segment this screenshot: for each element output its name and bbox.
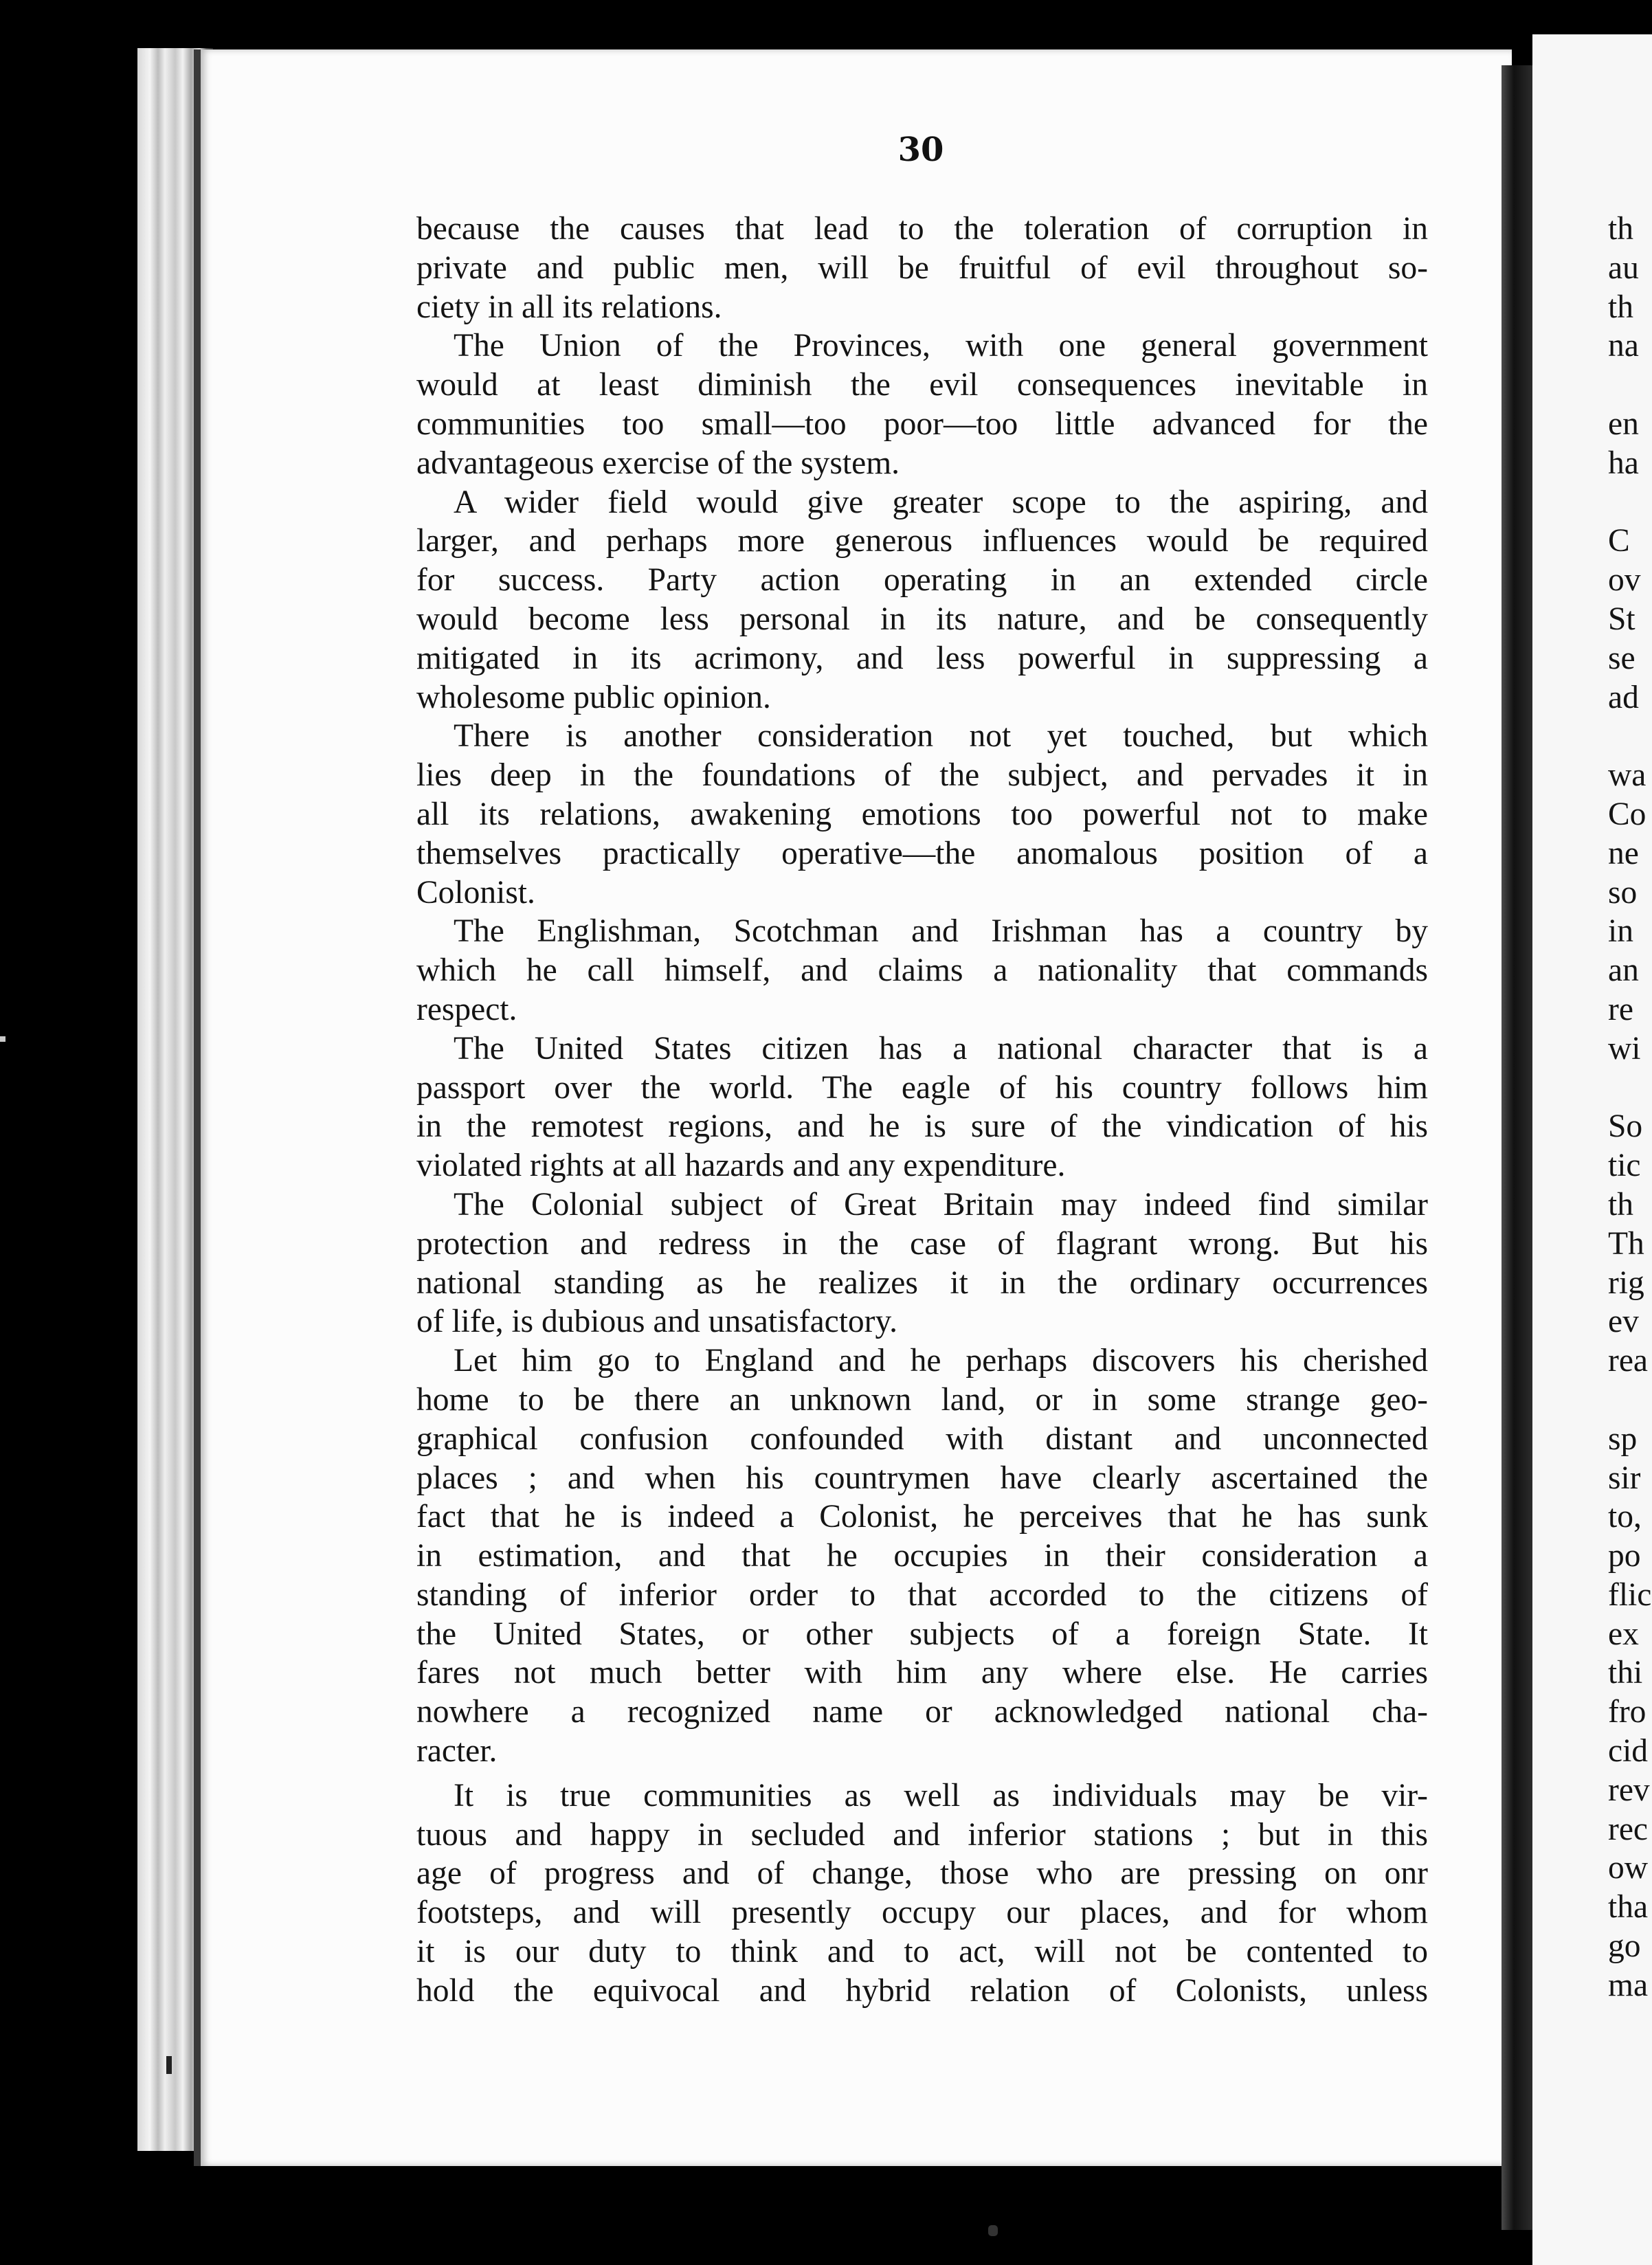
text-line: in the remotest regions, and he is sure of the vindication of his bbox=[416, 1108, 1428, 1145]
text-line: because the causes that lead to the toleration of corruption in bbox=[416, 211, 1428, 247]
body-text bbox=[416, 210, 1428, 2011]
fragment-line: rig bbox=[1608, 1264, 1644, 1301]
text-line: of life, is dubious and unsatisfactory. bbox=[416, 1304, 898, 1340]
fragment-line: ov bbox=[1608, 562, 1641, 599]
text-line: national standing as he realizes it in the ordinary occurrences bbox=[416, 1264, 1428, 1301]
fragment-line: thi bbox=[1608, 1655, 1643, 1691]
fragment-line: flic bbox=[1608, 1576, 1652, 1613]
fragment-line: sir bbox=[1608, 1460, 1641, 1496]
fragment-line: ex bbox=[1608, 1616, 1639, 1652]
text-line: would become less personal in its nature, and be consequently bbox=[416, 601, 1428, 637]
fragment-line: ad bbox=[1608, 679, 1639, 715]
text-line: There is another consideration not yet touched, but which bbox=[454, 718, 1428, 755]
text-line: hold the equivocal and hybrid relation of Colonists, unless bbox=[416, 1972, 1428, 2009]
fragment-line: So bbox=[1608, 1108, 1643, 1145]
text-line: age of progress and of change, those who are pressing on onr bbox=[416, 1855, 1428, 1892]
text-line: footsteps, and will presently occupy our places, and for whom bbox=[416, 1895, 1428, 1931]
fragment-line: wa bbox=[1608, 757, 1647, 794]
fragment-line: ha bbox=[1608, 445, 1639, 481]
text-line: Colonist. bbox=[416, 874, 535, 911]
text-line: wholesome public opinion. bbox=[416, 679, 771, 715]
fragment-line: th bbox=[1608, 289, 1633, 325]
fragment-line: sp bbox=[1608, 1420, 1638, 1457]
book-gutter bbox=[1502, 65, 1532, 2230]
text-line: passport over the world. The eagle of his country follows him bbox=[416, 1069, 1428, 1106]
fragment-line: ne bbox=[1608, 835, 1639, 871]
text-line: lies deep in the foundations of the subject, and pervades it in bbox=[416, 757, 1428, 794]
text-line: communities too small—too poor—too little advanced for the bbox=[416, 405, 1428, 442]
fragment-line: en bbox=[1608, 405, 1639, 442]
text-line: advantageous exercise of the system. bbox=[416, 445, 900, 481]
text-line: mitigated in its acrimony, and less powerful in suppressing a bbox=[416, 640, 1428, 676]
text-line: places ; and when his countrymen have clearly ascertained the bbox=[416, 1460, 1428, 1496]
facing-page-text bbox=[1608, 210, 1652, 2005]
fragment-line: re bbox=[1608, 991, 1633, 1027]
fragment-line bbox=[1608, 366, 1652, 405]
page-number: 30 bbox=[897, 131, 944, 169]
fragment-line: Co bbox=[1608, 796, 1647, 832]
text-line: ciety in all its relations. bbox=[416, 289, 722, 325]
fragment-line: an bbox=[1608, 952, 1639, 989]
text-line: it is our duty to think and to act, will not be contented to bbox=[416, 1934, 1428, 1970]
text-line: It is true communities as well as individuals may be vir- bbox=[454, 1777, 1428, 1814]
text-line: graphical confusion confounded with distant and unconnected bbox=[416, 1420, 1428, 1457]
fragment-line: th bbox=[1608, 1186, 1633, 1223]
text-line: the United States, or other subjects of a foreign State. It bbox=[416, 1616, 1428, 1652]
text-line: The Englishman, Scotchman and Irishman has a country by bbox=[454, 913, 1428, 950]
fragment-line: fro bbox=[1608, 1694, 1647, 1730]
fragment-line: go bbox=[1608, 1928, 1641, 1965]
fragment-line: wi bbox=[1608, 1030, 1641, 1067]
text-line: The United States citizen has a national character that is a bbox=[454, 1030, 1428, 1067]
text-line: fares not much better with him any where else. He carries bbox=[416, 1655, 1428, 1691]
fragment-line: na bbox=[1608, 328, 1639, 364]
text-line: tuous and happy in secluded and inferior stations ; but in this bbox=[416, 1816, 1428, 1853]
text-line: all its relations, awakening emotions too powerful not to make bbox=[416, 796, 1428, 832]
text-line: home to be there an unknown land, or in some strange geo- bbox=[416, 1381, 1428, 1418]
text-line: themselves practically operative—the anomalous position of a bbox=[416, 835, 1428, 871]
fragment-line: rec bbox=[1608, 1811, 1648, 1847]
fragment-line bbox=[1608, 483, 1652, 522]
text-line: private and public men, will be fruitful of evil throughout so- bbox=[416, 249, 1428, 286]
fragment-line: ev bbox=[1608, 1304, 1639, 1340]
fragment-line: ma bbox=[1608, 1967, 1649, 2003]
text-line: violated rights at all hazards and any expenditure. bbox=[416, 1148, 1066, 1184]
fragment-line: au bbox=[1608, 249, 1639, 286]
ink-mark bbox=[988, 2225, 998, 2236]
text-line: The Union of the Provinces, with one general government bbox=[454, 328, 1428, 364]
fragment-line: cid bbox=[1608, 1733, 1649, 1770]
text-line: larger, and perhaps more generous influences would be required bbox=[416, 523, 1428, 559]
text-line: A wider field would give greater scope to the aspiring, and bbox=[454, 484, 1428, 520]
text-line: nowhere a recognized name or acknowledged national cha- bbox=[416, 1694, 1428, 1730]
fragment-line: rev bbox=[1608, 1772, 1650, 1808]
text-line: respect. bbox=[416, 991, 517, 1027]
fragment-line: in bbox=[1608, 913, 1633, 950]
text-line: fact that he is indeed a Colonist, he perceives that he has sunk bbox=[416, 1499, 1428, 1535]
fragment-line: C bbox=[1608, 523, 1630, 559]
fragment-line: Th bbox=[1608, 1225, 1644, 1262]
ink-mark bbox=[166, 2056, 172, 2074]
fragment-line bbox=[1608, 717, 1652, 756]
text-line: for success. Party action operating in an extended circle bbox=[416, 562, 1428, 599]
fragment-line: so bbox=[1608, 874, 1638, 911]
text-line: standing of inferior order to that accorded to the citizens of bbox=[416, 1576, 1428, 1613]
fragment-line: po bbox=[1608, 1538, 1641, 1574]
fragment-line: se bbox=[1608, 640, 1636, 676]
text-line: in estimation, and that he occupies in their consideration a bbox=[416, 1538, 1428, 1574]
text-line: racter. bbox=[416, 1733, 498, 1770]
text-line: would at least diminish the evil consequences inevitable in bbox=[416, 367, 1428, 403]
fragment-line: ow bbox=[1608, 1850, 1649, 1886]
fragment-line: tha bbox=[1608, 1889, 1649, 1926]
fragment-line: St bbox=[1608, 601, 1636, 637]
scan-speck bbox=[0, 1036, 5, 1042]
fragment-line: rea bbox=[1608, 1343, 1648, 1379]
fragment-line: tic bbox=[1608, 1148, 1641, 1184]
text-line: protection and redress in the case of flagrant wrong. But his bbox=[416, 1225, 1428, 1262]
text-line: The Colonial subject of Great Britain may indeed find similar bbox=[454, 1186, 1428, 1223]
fragment-line: th bbox=[1608, 211, 1633, 247]
fragment-line bbox=[1608, 1069, 1652, 1108]
text-line: which he call himself, and claims a nationality that commands bbox=[416, 952, 1428, 989]
fragment-line bbox=[1608, 1381, 1652, 1420]
text-line: Let him go to England and he perhaps discovers his cherished bbox=[454, 1343, 1428, 1379]
fragment-line: to, bbox=[1608, 1499, 1642, 1535]
